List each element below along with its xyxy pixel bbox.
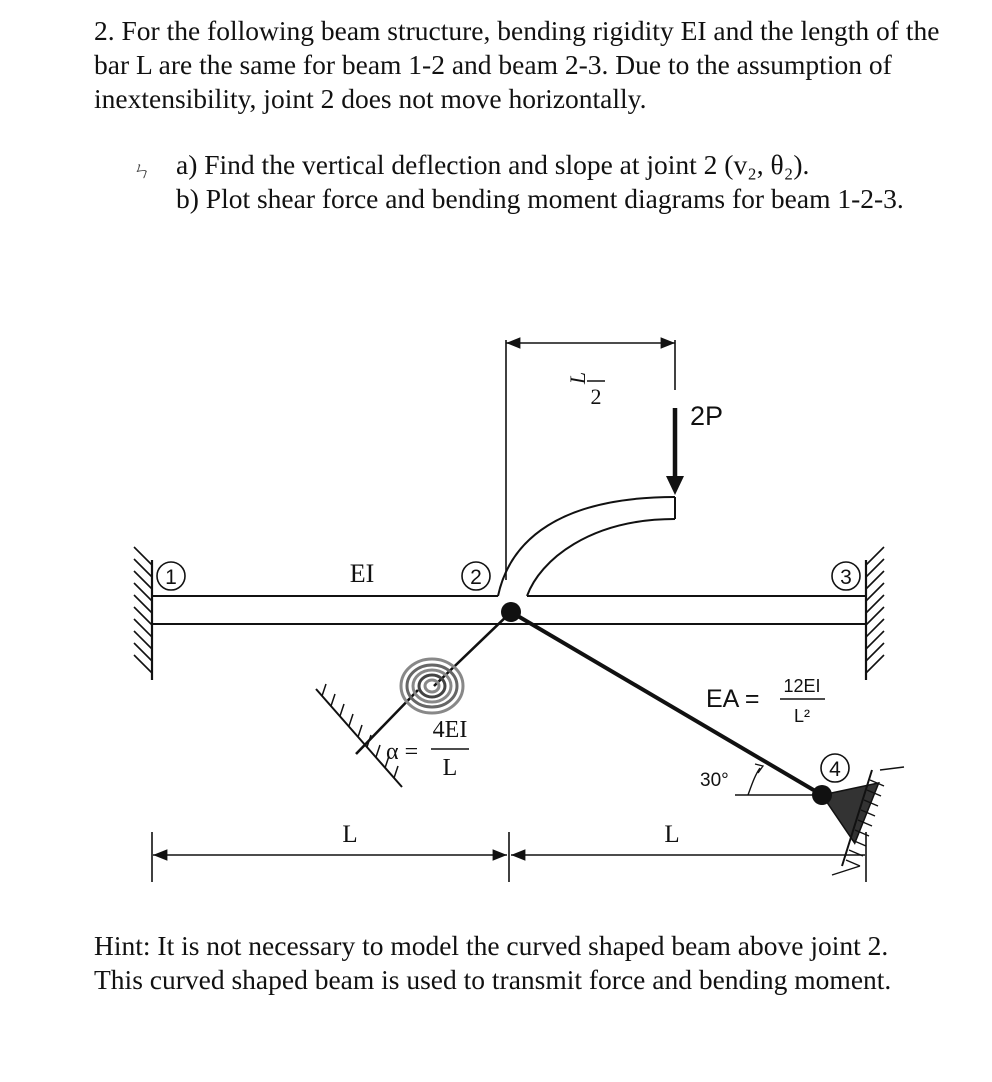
joint-4-pin — [812, 785, 832, 805]
margin-pen-mark: ㄣ — [132, 158, 152, 182]
load-label: 2P — [690, 401, 724, 431]
node-4-label: 4 — [829, 758, 841, 781]
spring-denominator: L — [442, 755, 458, 781]
rotational-spring-icon — [401, 659, 463, 713]
dim-top-denominator: 2 — [590, 384, 602, 409]
node-1 — [157, 562, 185, 590]
problem-line-1: 2. For the following beam structure, bending rigidity EI and the length of the — [94, 15, 940, 46]
dim-right-label: L — [664, 821, 680, 848]
node-4 — [821, 754, 849, 782]
right-wall-support — [866, 547, 884, 680]
hint-text — [94, 929, 891, 997]
spring-ground-support — [316, 684, 402, 787]
node-2 — [462, 562, 490, 590]
problem-line-3: inextensibility, joint 2 does not move horizontally. — [94, 83, 647, 114]
node-3-label: 3 — [840, 566, 852, 589]
node-2-label: 2 — [470, 566, 482, 589]
left-wall-support — [134, 547, 152, 680]
hint-line-1: Hint: It is not necessary to model the curved shaped beam above joint 2. — [94, 930, 889, 961]
node-1-label: 1 — [165, 566, 177, 589]
hint-line-2: This curved shaped beam is used to transmit force and bending moment. — [94, 964, 892, 995]
bar-2-4 — [511, 612, 822, 795]
angle-label: 30° — [700, 770, 729, 791]
curved-beam — [498, 497, 675, 596]
spring-numerator: 4EI — [432, 717, 468, 743]
bar-denominator: L² — [793, 706, 811, 726]
node-3 — [832, 562, 860, 590]
bar-numerator: 12EI — [783, 676, 821, 696]
pin-support-4 — [822, 767, 904, 875]
bar-prefix: EA = — [706, 685, 760, 713]
load-2p-arrow — [666, 408, 684, 495]
problem-line-2: bar L are the same for beam 1-2 and beam 2-3. Due to the assumption of — [94, 49, 892, 80]
part-a: a) Find the vertical deflection and slope at joint 2 (v₂, θ₂). — [176, 149, 810, 180]
joint-2-pin — [501, 602, 521, 622]
spring-prefix: α = — [386, 739, 419, 765]
beam-ei-label: EI — [349, 559, 375, 588]
part-b: b) Plot shear force and bending moment diagrams for beam 1-2-3. — [176, 183, 904, 214]
dim-left-label: L — [342, 821, 358, 848]
dim-top-numerator: L — [565, 371, 590, 385]
